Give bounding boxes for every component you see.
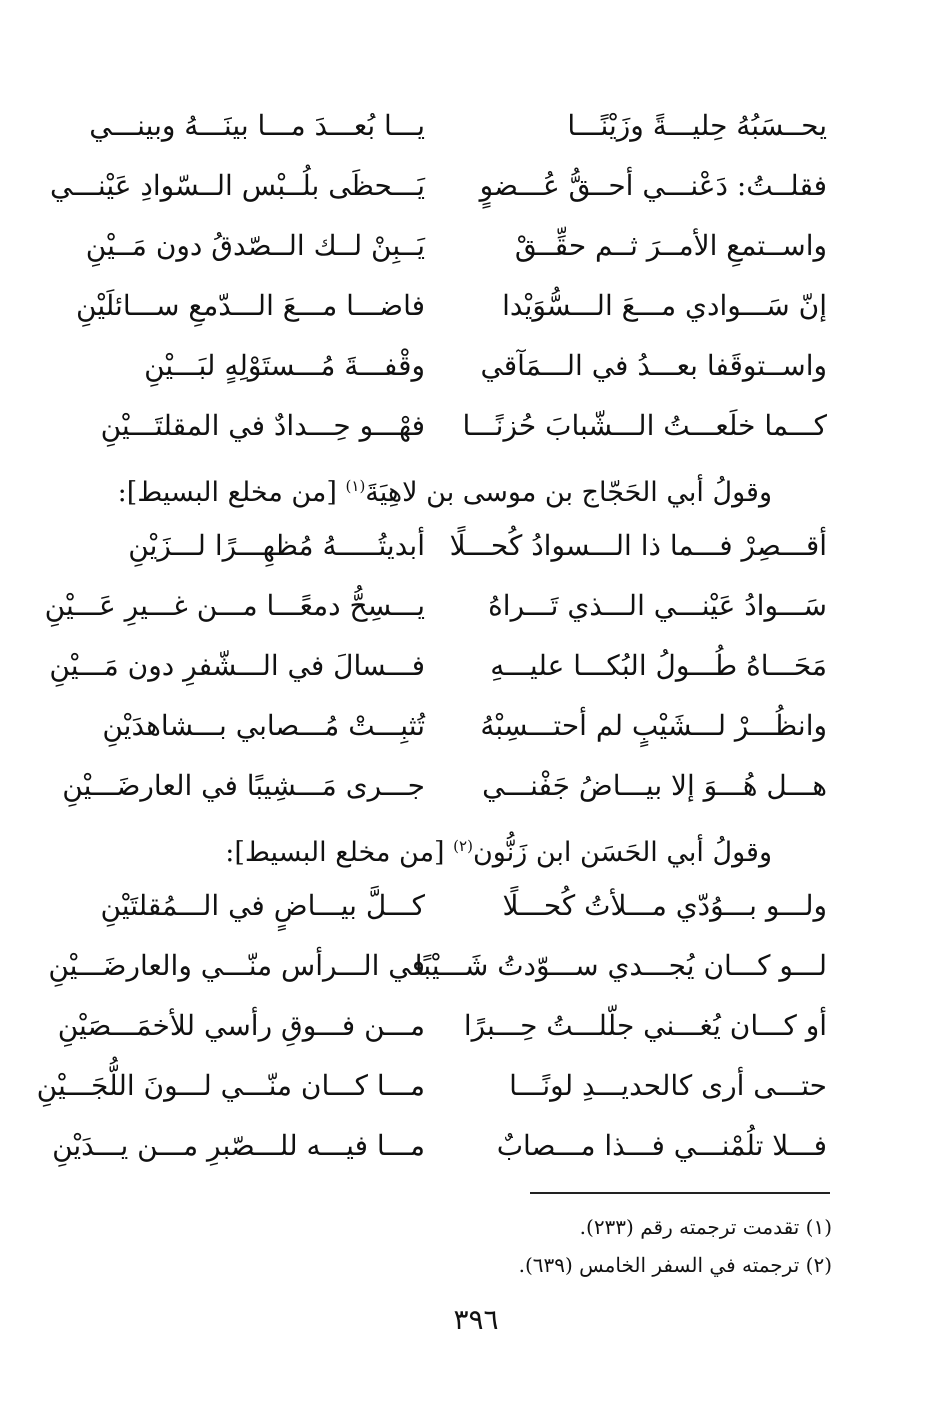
second-hemistich: يـــا بُعـــدَ مـــا بينَـــهُ وبينـــي (89, 109, 425, 142)
poem-body (36, 96, 827, 1176)
footnote-divider (530, 1192, 830, 1194)
verse-line (95, 516, 827, 576)
second-hemistich: في الـــرأس منّـــي والعارضَـــيْنِ (48, 949, 425, 982)
first-hemistich: مَحَـــاهُ طُـــولُ البُكـــا عليـــهِ (490, 649, 827, 682)
attribution-text: وقولُ أبي الحَجّاج بن موسى بن لاهِيَةَ (365, 477, 772, 508)
first-hemistich: فـــلا تلُمْنـــي فـــذا مـــصابٌ (496, 1129, 827, 1162)
verse-line (48, 936, 827, 996)
first-hemistich: هـــل هُـــوَ إلا بيـــاضُ جَفْنـــي (482, 769, 827, 802)
first-hemistich: أو كـــان يُغـــني جلّلـــتُ حِـــبرًا (463, 1009, 827, 1042)
verse-line (95, 396, 827, 456)
first-hemistich: كـــما خلَعـــتُ الـــشّبابَ حُزنًـــا (462, 409, 827, 442)
verse-line (89, 96, 827, 156)
footnotes (332, 1208, 832, 1284)
verse-line (95, 336, 827, 396)
first-hemistich: سَـــوادُ عَيْنـــي الـــذي تَـــراهُ (488, 589, 827, 622)
verse-line (36, 1056, 827, 1116)
verse-line (57, 996, 827, 1056)
first-hemistich: يحــسَبُهُ حِليـــةً وزَيْنًـــا (567, 109, 827, 142)
second-hemistich: تُثبِـــتْ مُـــصابي بـــشاهدَيْنِ (102, 709, 425, 742)
second-hemistich: فاضـــا مـــعَ الـــدّمعِ ســـائلَيْنِ (76, 289, 425, 322)
first-hemistich: وانظُـــرْ لـــشَيْبٍ لم أحتـــسِبْهُ (480, 709, 827, 742)
verse-line (95, 876, 827, 936)
verse-line (49, 636, 827, 696)
poem-attribution-heading (95, 816, 827, 876)
second-hemistich: يَـــحظَى بلُــبْس الــسّوادِ عَيْنـــي (49, 169, 425, 202)
second-hemistich: وقْفـــةَ مُـــستَوْلِهٍ لبَـــيْنِ (144, 349, 425, 382)
first-hemistich: ولـــو بـــوُدّي مـــلأتُ كُحـــلًا (502, 889, 827, 922)
second-hemistich: كـــلَّ بيـــاضٍ في الـــمُقلتَيْنِ (100, 889, 425, 922)
first-hemistich: واســتمعِ الأمــرَ ثــم حقِّــقْ (514, 229, 827, 262)
verse-line (52, 1116, 827, 1176)
second-hemistich: فهْـــو حِـــدادٌ في المقلتَـــيْنِ (100, 409, 425, 442)
first-hemistich: إنّ سَـــوادي مـــعَ الـــسُّوَيْدا (502, 289, 827, 322)
first-hemistich: أقـــصِرْ فـــما ذا الـــسوادُ كُحـــلًا (449, 529, 827, 562)
second-hemistich: مـــا فيـــه للـــصّبرِ مـــن يـــدَيْنِ (52, 1129, 425, 1162)
verse-line (76, 276, 827, 336)
footnote-marker: (٢) (453, 837, 473, 855)
meter-label: [من مخلع البسيط]: (117, 477, 346, 508)
verse-line (49, 156, 827, 216)
verse-line (85, 216, 827, 276)
first-hemistich: فقلــتُ: دَعْنـــي أحــقُّ عُـــضوٍ (479, 169, 827, 202)
attribution-text: وقولُ أبي الحَسَن ابن زَنُّون (472, 837, 772, 868)
footnote-item: (٢) ترجمته في السفر الخامس (٦٣٩). (518, 1253, 832, 1277)
meter-label: [من مخلع البسيط]: (225, 837, 454, 868)
first-hemistich: لـــو كـــان يُجـــدي ســـوّدتُ شَـــيْبًا (414, 949, 827, 982)
poem-attribution-heading (95, 456, 827, 516)
verse-line (95, 696, 827, 756)
second-hemistich: أبديتُـــــهُ مُظهِـــرًا لـــزَيْنِ (128, 529, 425, 562)
footnote-item: (١) تقدمت ترجمته رقم (٢٣٣). (579, 1215, 832, 1239)
second-hemistich: مـــن فـــوقِ رأسي للأخمَـــصَيْنِ (57, 1009, 425, 1042)
second-hemistich: مـــا كـــان منّـــي لـــونَ اللُّجَـــيْنِ (36, 1069, 425, 1102)
first-hemistich: واســتوقَفا بعـــدُ في الـــمَآقي (480, 349, 827, 382)
second-hemistich: فـــسالَ في الـــشّفرِ دون مَـــيْنِ (49, 649, 425, 682)
page-number: ٣٩٦ (453, 1303, 499, 1336)
second-hemistich: يَــبِنْ لــك الــصّدقُ دون مَــيْنِ (85, 229, 425, 262)
second-hemistich: يـــسِحُّ دمعًـــا مـــن غـــيرِ عَـــيْنِ (44, 589, 425, 622)
verse-line (62, 756, 827, 816)
verse-line (44, 576, 827, 636)
second-hemistich: جـــرى مَـــشِيبًا في العارضَـــيْنِ (62, 769, 425, 802)
first-hemistich: حتـــى أرى كالحديـــدِ لونًـــا (509, 1069, 827, 1102)
footnote-marker: (١) (345, 477, 366, 495)
